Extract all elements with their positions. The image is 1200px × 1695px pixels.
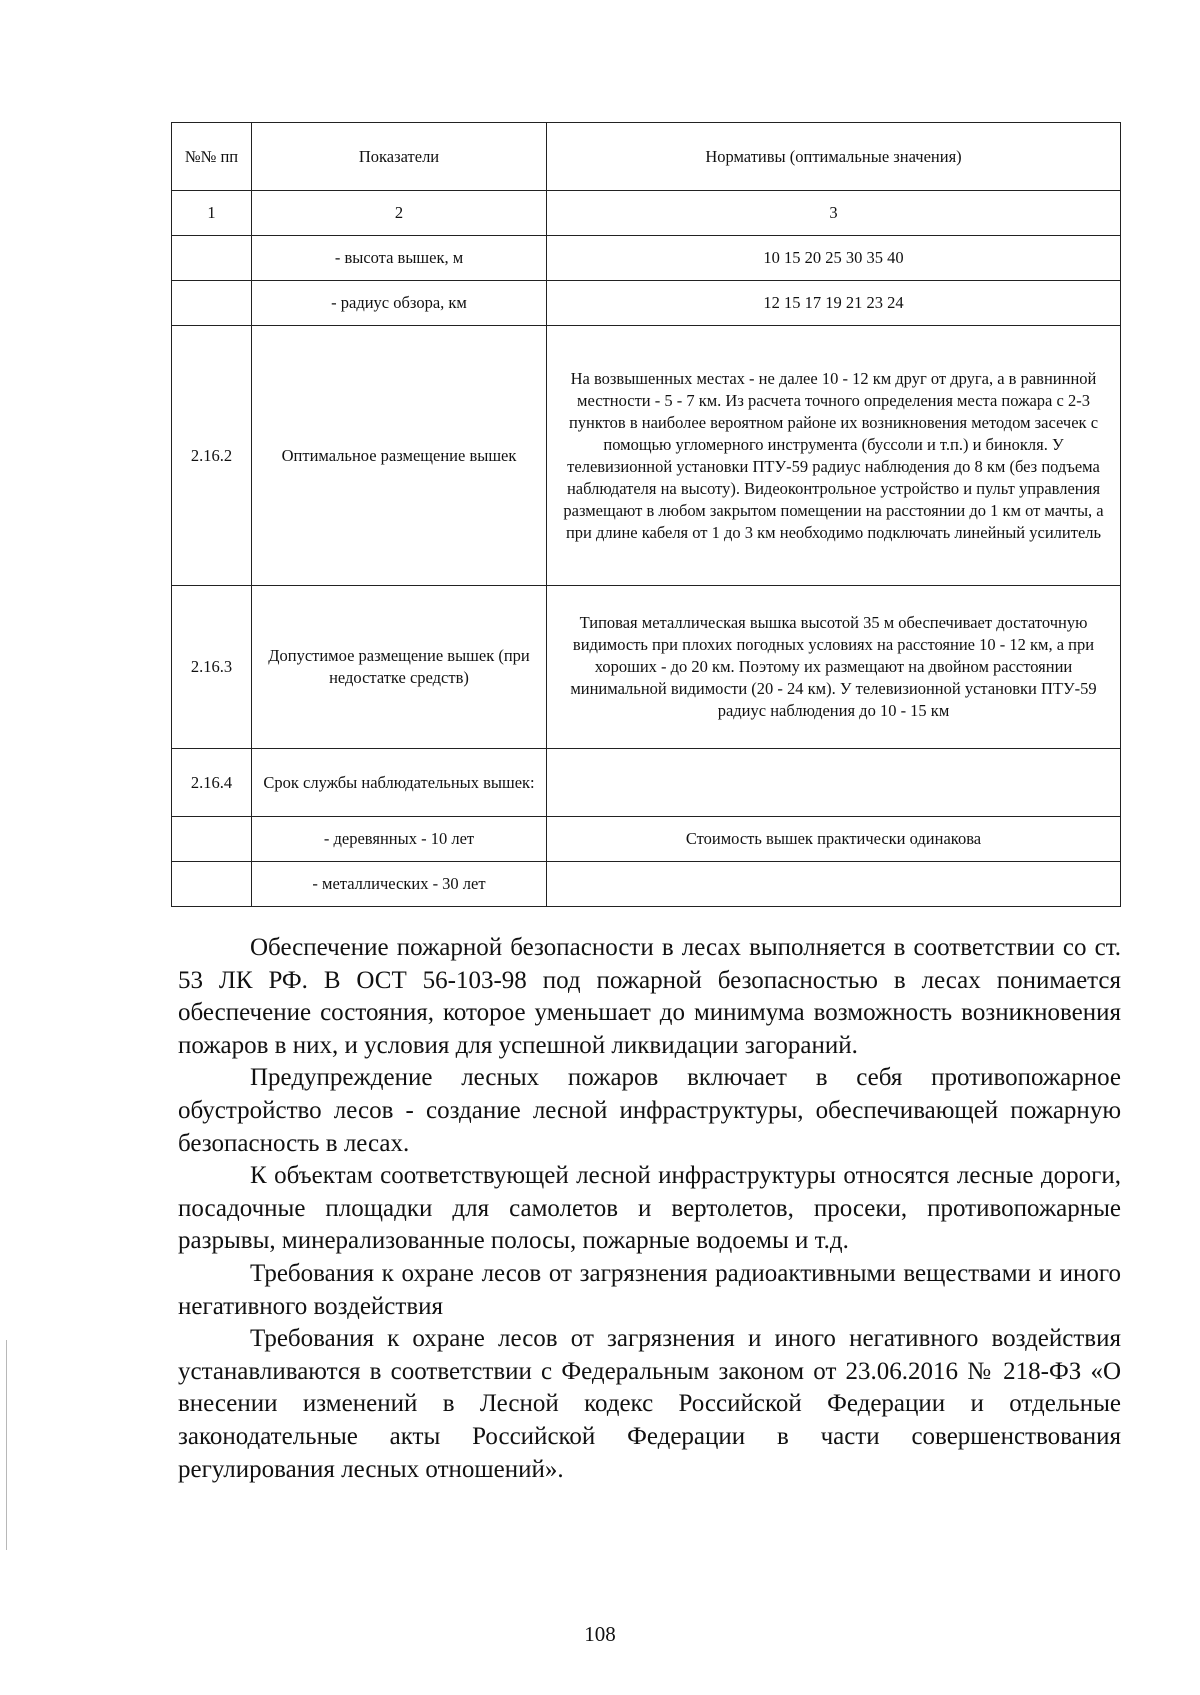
row-norm-cell: Стоимость вышек практически одинакова [547,817,1121,862]
header-number-label: №№ пп [184,146,239,166]
row-norm-cell [547,749,1121,817]
row-number-cell: 2.16.3 [172,586,252,749]
header-indicator-cell: Показатели [252,123,547,191]
table-column-number-row [172,191,1121,236]
page-number: 108 [584,1622,616,1646]
table-row [172,326,1121,586]
norms-table [171,122,1121,907]
table-row [172,236,1121,281]
row-indicator-cell: Срок службы наблюдательных вышек: [252,749,547,817]
table-row [172,817,1121,862]
row-indicator-cell: - высота вышек, м [252,236,547,281]
row-indicator-cell: - деревянных - 10 лет [252,817,547,862]
row-number-cell [172,862,252,907]
table-row [172,281,1121,326]
paragraph-prevention: Предупреждение лесных пожаров включает в себя противопожарное обустройство лесов - создание лесной инфраструктуры, обеспечивающей пожарную безопасность в лесах. [178,1064,1121,1157]
column-number-1: 1 [172,191,252,236]
row-number-cell: 2.16.4 [172,749,252,817]
paragraph-requirements-heading: Требования к охране лесов от загрязнения радиоактивными веществами и иного негативного воздействия [178,1259,1121,1320]
row-norm-cell: Типовая металлическая вышка высотой 35 м обеспечивает достаточную видимость при плохих погодных условиях на расстояние 10 - 12 км, а при хороших - до 20 км. Поэтому их размещают на двойном расстоянии минимальной видимости (20 - 24 км). У телевизионной установки ПТУ-59 радиус наблюдения до 10 - 15 км [547,586,1121,749]
row-number-cell: 2.16.2 [172,326,252,586]
row-norm-cell: 10 15 20 25 30 35 40 [547,236,1121,281]
table-row [172,749,1121,817]
header-norm-cell: Нормативы (оптимальные значения) [547,123,1121,191]
row-norm-cell [547,862,1121,907]
column-number-3: 3 [547,191,1121,236]
row-norm-cell: На возвышенных местах - не далее 10 - 12 км друг от друга, а в равнинной местности - 5 - 7 км. Из расчета точного определения места пожара с 2-3 пунктов в наиболее вероятном районе их возникновения методом засечек с помощью угломерного инструмента (буссоли и т.п.) и бинокля. У телевизионной установки ПТУ-59 радиус наблюдения до 8 км (без подъема наблюдателя на высоту). Видеоконтрольное устройство и пульт управления размещают в любом закрытом помещении на расстоянии до 1 км от мачты, а при длине кабеля от 1 до 3 км необходимо подключать линейный усилитель [547,326,1121,586]
header-number-cell [172,123,252,191]
paragraph-fire-safety: Обеспечение пожарной безопасности в лесах выполняется в соответствии со ст. 53 ЛК РФ. В ОСТ 56-103-98 под пожарной безопасностью в лесах понимается обеспечение состояния, которое уменьшает до минимума возможность возникновения пожаров в них, и условия для успешной ликвидации загораний. [178,934,1121,1059]
row-indicator-cell: Допустимое размещение вышек (при недостатке средств) [252,586,547,749]
row-number-cell [172,281,252,326]
row-indicator-cell: Оптимальное размещение вышек [252,326,547,586]
body-text [178,932,1121,1486]
table-header-row [172,123,1121,191]
row-indicator-cell: - металлических - 30 лет [252,862,547,907]
row-number-cell [172,817,252,862]
row-indicator-cell: - радиус обзора, км [252,281,547,326]
table-row [172,862,1121,907]
row-number-cell [172,236,252,281]
row-norm-cell: 12 15 17 19 21 23 24 [547,281,1121,326]
paragraph-requirements-law: Требования к охране лесов от загрязнения и иного негативного воздействия устанавливаются в соответствии с Федеральным законом от 23.06.2016 № 218-ФЗ «О внесении изменений в Лесной кодекс Российской Федерации и отдельные законодательные акты Российской Федерации в части совершенствования регулирования лесных отношений». [178,1325,1121,1483]
scan-edge-mark [6,1340,7,1550]
column-number-2: 2 [252,191,547,236]
table-row [172,586,1121,749]
paragraph-infrastructure: К объектам соответствующей лесной инфраструктуры относятся лесные дороги, посадочные площадки для самолетов и вертолетов, просеки, противопожарные разрывы, минерализованные полосы, пожарные водоемы и т.д. [178,1162,1121,1255]
